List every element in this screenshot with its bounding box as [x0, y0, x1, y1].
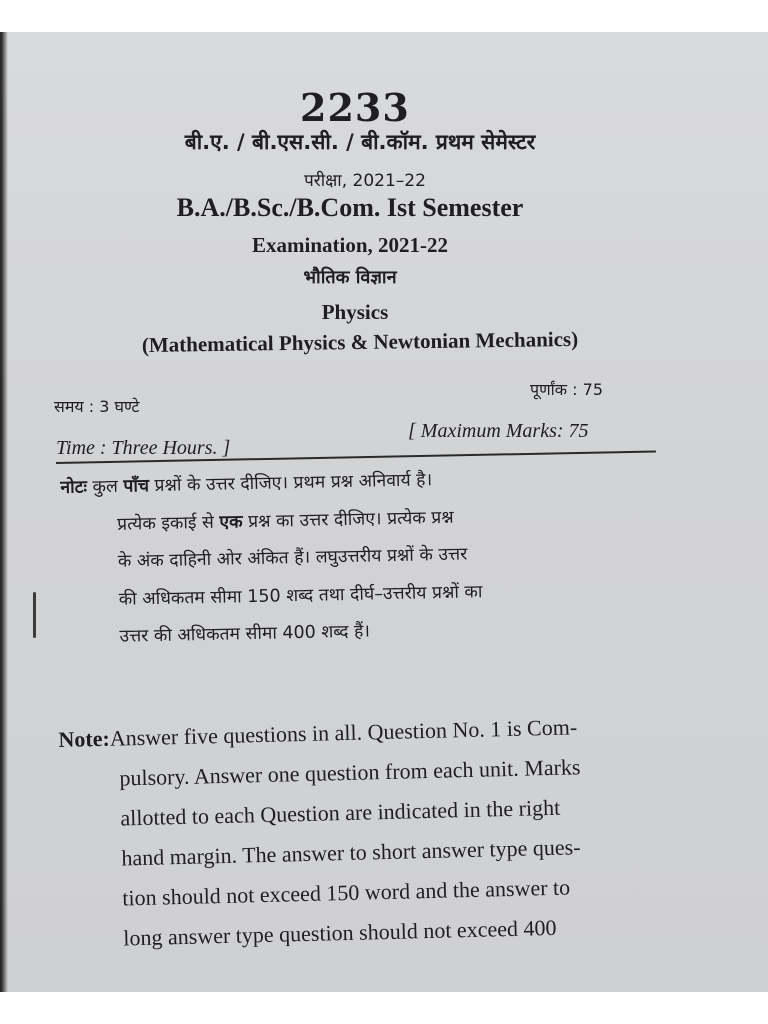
hindi-course-title: बी.ए. / बी.एस.सी. / बी.कॉम. प्रथम सेमेस्टर: [184, 130, 536, 154]
hindi-note-emphasis: एक: [219, 511, 243, 533]
hindi-instructions: [60, 457, 684, 657]
hindi-maximum-marks: पूर्णांक : 75: [530, 380, 604, 399]
margin-pen-mark: [33, 592, 36, 638]
hindi-note-text: प्रश्न का उत्तर दीजिए। प्रत्येक प्रश्न: [242, 507, 454, 532]
hindi-note-text: कुल: [86, 476, 124, 498]
english-note-label: Note:: [58, 725, 111, 752]
paper-code: 2233: [300, 85, 410, 130]
hindi-note-text: प्रत्येक इकाई से: [116, 512, 220, 535]
english-subject: Physics: [321, 300, 389, 324]
english-note-line-4: hand margin. The answer to short answer type ques-: [121, 834, 581, 871]
english-instructions: [58, 704, 704, 960]
paper-left-edge-shadow: [2, 32, 8, 992]
hindi-note-line-3: के अंक दाहिनी ओर अंकित हैं। लघुउत्तरीय प्रश्नों के उत्तर: [117, 544, 468, 572]
photo-bottom-border: [0, 992, 768, 1024]
photo-top-border: [0, 0, 768, 32]
english-note-line-3: allotted to each Question are indicated in the right: [120, 794, 561, 831]
english-note-line-5: tion should not exceed 150 word and the answer to: [122, 874, 571, 911]
english-note-line-2: pulsory. Answer one question from each unit. Marks: [119, 754, 581, 791]
english-course-title: B.A./B.Sc./B.Com. Ist Semester: [176, 193, 524, 222]
hindi-note-emphasis: पाँच: [123, 476, 150, 497]
hindi-note-line-4: की अधिकतम सीमा 150 शब्द तथा दीर्घ–उत्तरीय प्रश्नों का: [118, 581, 483, 610]
hindi-exam-year: परीक्षा, 2021–22: [304, 171, 426, 191]
paper-title: (Mathematical Physics & Newtonian Mechanics): [141, 326, 579, 358]
hindi-note-text: प्रश्नों के उत्तर दीजिए। प्रथम प्रश्न अनिवार्य है।: [148, 470, 433, 497]
english-exam-year: Examination, 2021-22: [251, 233, 448, 257]
hindi-subject: भौतिक विज्ञान: [303, 267, 397, 288]
english-time-allowed: Time : Three Hours. ]: [56, 437, 231, 459]
english-maximum-marks: [ Maximum Marks: 75: [408, 420, 589, 442]
english-note-line-6: long answer type question should not exceed 400: [123, 914, 557, 951]
hindi-time-allowed: समय : 3 घण्टे: [54, 397, 140, 416]
hindi-note-label: नोटः: [60, 477, 88, 498]
hindi-note-line-5: उत्तर की अधिकतम सीमा 400 शब्द हैं।: [119, 621, 371, 647]
english-note-text: Answer five questions in all. Question No. 1 is Com-: [109, 714, 578, 751]
